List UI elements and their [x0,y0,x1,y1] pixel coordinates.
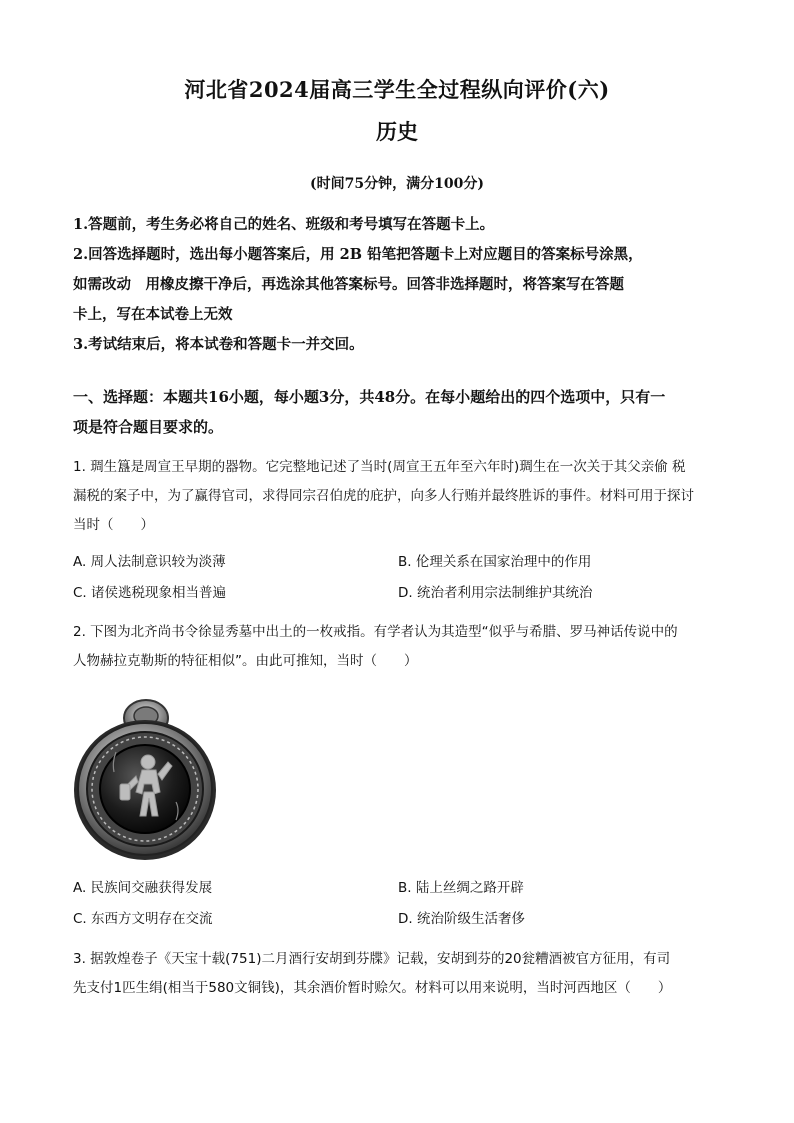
instruction-line: 卡上，写在本试卷上无效 [73,306,233,323]
ring-photo [72,692,218,862]
question-1-options [73,547,733,609]
section-heading-line: 一、选择题：本题共16小题，每小题3分，共48分。在每小题给出的四个选项中，只有一 [73,388,666,406]
option-a[interactable]: A. 周人法制意识较为淡薄 [73,554,226,570]
option-b[interactable]: B. 伦理关系在国家治理中的作用 [398,554,592,570]
question-2-options [73,873,733,935]
question-line: 当时（ ） [73,517,154,533]
option-d[interactable]: D. 统治阶级生活奢侈 [398,911,525,927]
question-line: 先支付1匹生绢(相当于580文铜钱)，其余酒价暂时赊欠。材料可以用来说明，当时河西地区（ ） [73,980,672,996]
time-note: (时间75分钟，满分100分) [310,176,484,192]
option-c[interactable]: C. 诸侯逃税现象相当普遍 [73,585,227,601]
section-heading-line: 项是符合题目要求的。 [73,418,224,436]
instructions [73,210,733,360]
option-d[interactable]: D. 统治者利用宗法制维护其统治 [398,585,593,601]
question-line: 人物赫拉克勒斯的特征相似”。由此可推知，当时（ ） [73,653,418,669]
question-2-stem [73,618,733,676]
option-b[interactable]: B. 陆上丝绸之路开辟 [398,880,524,896]
instruction-line: 3.考试结束后，将本试卷和答题卡一并交回。 [73,336,364,353]
instruction-line: 2.回答选择题时，选出每小题答案后，用 2B 铅笔把答题卡上对应题目的答案标号涂黑， [73,246,643,263]
instruction-line: 如需改动 用橡皮擦干净后，再选涂其他答案标号。回答非选择题时，将答案写在答题 [73,276,624,293]
question-line: 3. 据敦煌卷子《天宝十载(751)二月酒行安胡到芬牒》记载，安胡到芬的20瓮糟酒被官方征用，有司 [73,951,671,967]
option-c[interactable]: C. 东西方文明存在交流 [73,911,213,927]
question-line: 2. 下图为北齐尚书令徐显秀墓中出土的一枚戒指。有学者认为其造型“似乎与希腊、罗马神话传说中的 [73,624,678,640]
question-line: 漏税的案子中，为了赢得官司，求得同宗召伯虎的庇护，向多人行贿并最终胜诉的事件。材料可用于探讨 [73,488,694,504]
exam-title: 河北省2024届高三学生全过程纵向评价(六) [184,77,610,102]
question-line: 1. 琱生簋是周宣王早期的器物。它完整地记述了当时(周宣王五年至六年时)琱生在一次关于其父亲偷 税 [73,459,686,475]
subject-title: 历史 [376,119,418,144]
section-heading [73,382,733,442]
option-a[interactable]: A. 民族间交融获得发展 [73,880,213,896]
ring-image [72,692,218,862]
question-3-stem [73,945,733,1003]
instruction-line: 1.答题前，考生务必将自己的姓名、班级和考号填写在答题卡上。 [73,216,495,233]
question-1-stem [73,453,733,540]
